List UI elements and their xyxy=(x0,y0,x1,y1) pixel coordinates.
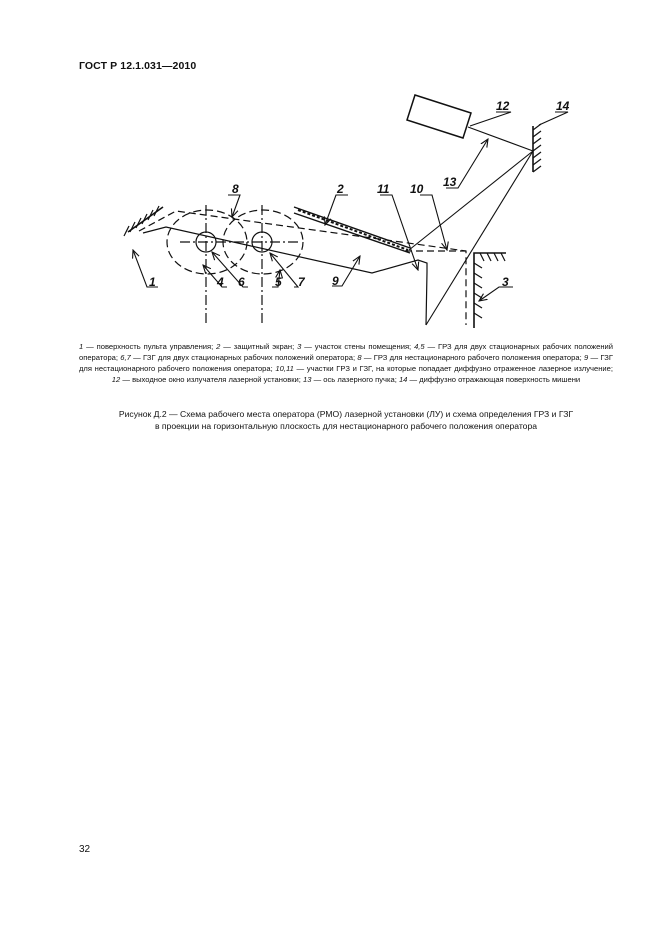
label-6: 6 xyxy=(238,275,245,289)
label-12: 12 xyxy=(496,99,510,113)
legend-item-number: 9 xyxy=(583,353,589,362)
caption-line-2: в проекции на горизонтальную плоскость для нестационарного рабочего положения оператора xyxy=(154,421,538,431)
control-panel-surface xyxy=(124,206,163,236)
legend-item-text: — выходное окно излучателя лазерной установки; xyxy=(120,375,304,384)
label-7: 7 xyxy=(298,275,305,289)
laser-beam-axis xyxy=(468,127,533,151)
document-header: ГОСТ Р 12.1.031—2010 xyxy=(79,60,197,72)
legend-item-text: — ось лазерного пучка; xyxy=(311,375,399,384)
label-11: 11 xyxy=(377,182,390,196)
label-3: 3 xyxy=(502,275,509,289)
wall-section xyxy=(474,253,506,328)
legend-item-text: — участок стены помещения; xyxy=(301,342,415,351)
figure-caption xyxy=(79,408,613,432)
label-14: 14 xyxy=(556,99,570,113)
legend-item-text: — ГРЗ для двух стационарных рабочих положений оператора; xyxy=(79,342,614,362)
legend-item-number: 3 xyxy=(297,342,302,351)
legend-item-text: — защитный экран; xyxy=(220,342,298,351)
label-10: 10 xyxy=(410,182,424,196)
legend-item-number: 1 xyxy=(79,342,84,351)
legend-item-text: — ГЗГ для двух стационарных рабочих положений оператора; xyxy=(130,353,358,362)
legend-item-number: 4,5 xyxy=(414,342,425,351)
label-13: 13 xyxy=(443,175,457,189)
label-8: 8 xyxy=(232,182,239,196)
figure-legend xyxy=(79,341,613,385)
caption-line-1: Рисунок Д.2 — Схема рабочего места оператора (РМО) лазерной установки (ЛУ) и схема определения ГРЗ и ГЗГ xyxy=(118,409,574,419)
label-9: 9 xyxy=(332,274,339,288)
legend-item-number: 13 xyxy=(303,375,312,384)
legend-item-text: — диффузно отражающая поверхность мишени xyxy=(407,375,581,384)
legend-item-text: — ГЗГ для нестационарного рабочего положения оператора; xyxy=(79,353,613,373)
page-number: 32 xyxy=(79,844,91,855)
label-4: 4 xyxy=(217,275,224,289)
legend-item-number: 6,7 xyxy=(120,353,131,362)
legend-item-text: — ГРЗ для нестационарного рабочего положения оператора; xyxy=(361,353,584,362)
legend-item-number: 12 xyxy=(111,375,121,384)
operator-workplace-diagram xyxy=(110,88,580,334)
legend-item-text: — участки ГРЗ и ГЗГ, на которые попадает диффузно отраженное лазерное излучение; xyxy=(293,364,613,373)
legend-item-number: 8 xyxy=(357,353,362,362)
legend-item-text: — поверхность пульта управления; xyxy=(83,342,217,351)
laser-output-window xyxy=(407,95,471,138)
legend-item-number: 10,11 xyxy=(275,364,294,373)
target-surface xyxy=(533,124,541,172)
label-2: 2 xyxy=(337,182,344,196)
label-5: 5 xyxy=(275,275,282,289)
legend-item-number: 2 xyxy=(216,342,221,351)
label-1: 1 xyxy=(149,275,156,289)
legend-item-number: 14 xyxy=(398,375,408,384)
